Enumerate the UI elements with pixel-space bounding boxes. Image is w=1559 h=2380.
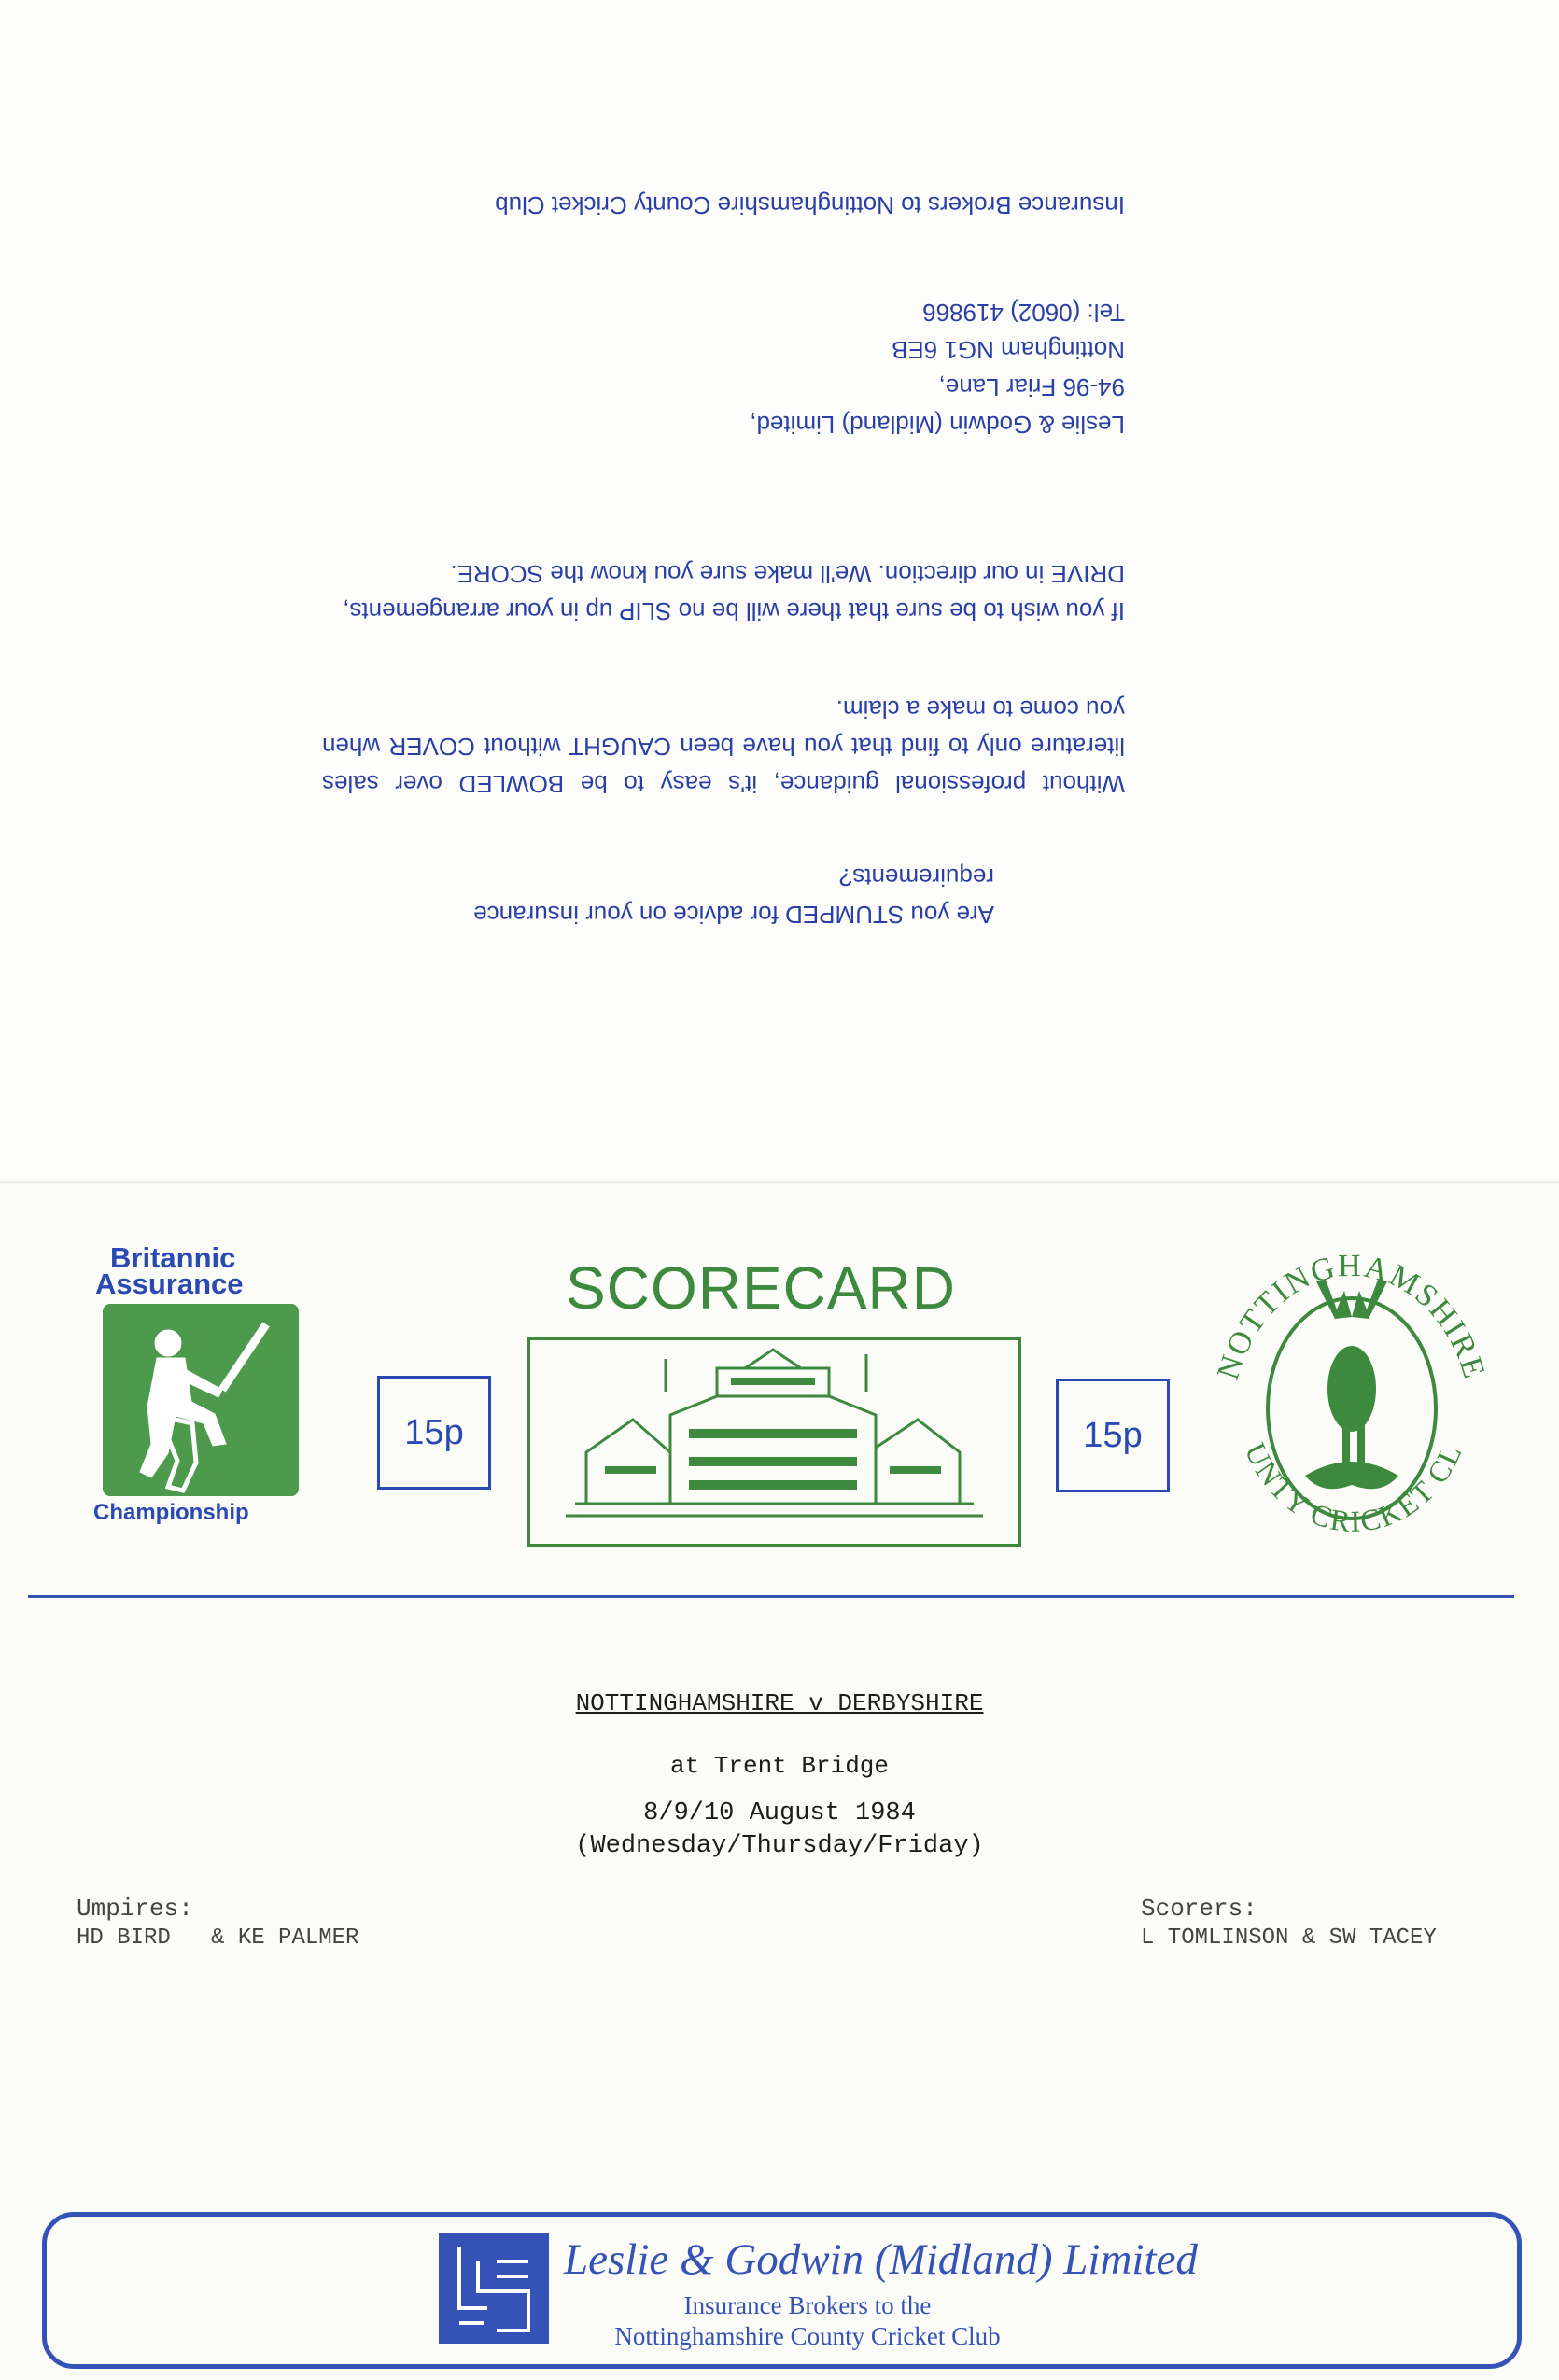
pavilion-illustration	[527, 1337, 1021, 1547]
advert-address	[565, 294, 1125, 443]
footer-tagline-line2: Nottinghamshire County Cricket Club	[614, 2322, 1001, 2350]
match-dates: 8/9/10 August 1984	[643, 1799, 916, 1827]
stag-icon	[1305, 1280, 1398, 1489]
address-phone: Tel: (0602) 419866	[922, 299, 1125, 327]
sponsor-name-line2: Assurance	[95, 1267, 244, 1300]
advert-heading: Are you STUMPED for advice on your insurance requirements?	[473, 863, 994, 929]
advert-paragraph-2: If you wish to be sure that there will be no SLIP up in your arrangements, DRIVE in our direction. We'll make sure you know the SCORE.	[343, 560, 1125, 625]
footer-company-name: Leslie & Godwin (Midland) Limited	[564, 2235, 1198, 2284]
crest-text-top: NOTTINGHAMSHIRE	[1211, 1249, 1492, 1384]
club-crest	[1195, 1225, 1508, 1584]
sponsor-name-line1: Britannic	[110, 1241, 236, 1274]
header-divider	[28, 1595, 1514, 1598]
footer-tagline-line1: Insurance Brokers to the	[683, 2291, 932, 2319]
scorecard-title: SCORECARD	[566, 1254, 956, 1322]
sponsor-name-line3: Championship	[93, 1500, 249, 1525]
advert-tagline: Insurance Brokers to Nottinghamshire County Cricket Club	[495, 191, 1125, 219]
crest-text-bottom: UNTY CRICKET CL	[1238, 1437, 1469, 1539]
match-days: (Wednesday/Thursday/Friday)	[575, 1832, 984, 1860]
price-badge-left: 15p	[377, 1376, 491, 1490]
scorers-names: L TOMLINSON & SW TACEY	[1141, 1925, 1437, 1951]
leslie-godwin-logo-icon	[439, 2233, 549, 2344]
scorers-label: Scorers:	[1141, 1895, 1257, 1923]
advert-paragraph-1: Without professional guidance, it's easy to be BOWLED over sales literature only to find that you have been CAUGHT without COVER when you come to make a claim.	[322, 695, 1125, 798]
match-venue: at Trent Bridge	[669, 1752, 890, 1780]
match-title: NOTTINGHAMSHIRE v DERBYSHIRE	[575, 1689, 984, 1717]
price-badge-right: 15p	[1056, 1379, 1170, 1492]
address-line: Nottingham NG1 6EB	[891, 336, 1125, 364]
batsman-logo-icon	[103, 1304, 299, 1496]
pavilion-icon	[530, 1340, 1018, 1544]
umpires-label: Umpires:	[77, 1895, 193, 1923]
address-line: Leslie & Godwin (Midland) Limited,	[750, 411, 1125, 439]
umpires-names: HD BIRD & KE PALMER	[77, 1925, 359, 1951]
address-line: 94-96 Friar Lane,	[938, 373, 1125, 401]
insurance-advert-panel	[0, 0, 1559, 1181]
